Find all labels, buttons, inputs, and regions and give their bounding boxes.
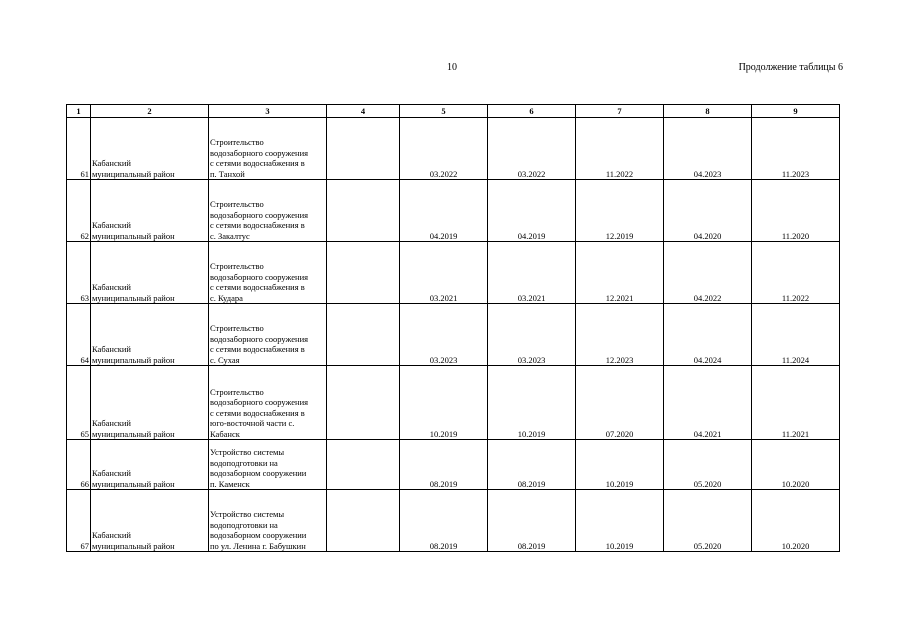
column-header: 2 [91,105,209,118]
date-cell-7: 10.2019 [576,490,664,552]
column-header: 1 [67,105,91,118]
date-cell-9: 11.2022 [752,242,840,304]
column-header: 3 [209,105,327,118]
row-number: 63 [67,242,91,304]
table-continuation-caption: Продолжение таблицы 6 [738,62,843,73]
column-4-cell [327,490,400,552]
project-description-cell: Устройство системы водоподготовки на водозаборном сооружении по ул. Ленина г. Бабушкин [209,490,327,552]
date-cell-8: 04.2022 [664,242,752,304]
district-cell: Кабанский муниципальный район [91,242,209,304]
district-cell: Кабанский муниципальный район [91,440,209,490]
date-cell-7: 10.2019 [576,440,664,490]
column-4-cell [327,304,400,366]
table-row [67,366,840,440]
date-cell-8: 04.2020 [664,180,752,242]
district-cell: Кабанский муниципальный район [91,490,209,552]
date-cell-7: 12.2021 [576,242,664,304]
project-description-cell: Строительство водозаборного сооружения с сетями водоснабжения в с. Сухая [209,304,327,366]
date-cell-8: 05.2020 [664,490,752,552]
row-number: 61 [67,118,91,180]
district-cell: Кабанский муниципальный район [91,304,209,366]
date-cell-8: 04.2024 [664,304,752,366]
date-cell-6: 03.2021 [488,242,576,304]
column-4-cell [327,242,400,304]
date-cell-5: 03.2023 [400,304,488,366]
date-cell-6: 10.2019 [488,366,576,440]
date-cell-5: 08.2019 [400,440,488,490]
date-cell-6: 03.2022 [488,118,576,180]
row-number: 64 [67,304,91,366]
date-cell-6: 08.2019 [488,440,576,490]
date-cell-7: 07.2020 [576,366,664,440]
date-cell-9: 10.2020 [752,490,840,552]
date-cell-9: 11.2020 [752,180,840,242]
table-row [67,304,840,366]
project-description-cell: Устройство системы водоподготовки на водозаборном сооружении п. Каменск [209,440,327,490]
date-cell-6: 04.2019 [488,180,576,242]
column-header: 5 [400,105,488,118]
date-cell-5: 10.2019 [400,366,488,440]
date-cell-8: 04.2021 [664,366,752,440]
date-cell-5: 03.2022 [400,118,488,180]
row-number: 65 [67,366,91,440]
table-header-row [67,105,840,118]
date-cell-9: 10.2020 [752,440,840,490]
district-cell: Кабанский муниципальный район [91,118,209,180]
date-cell-9: 11.2021 [752,366,840,440]
project-description-cell: Строительство водозаборного сооружения с сетями водоснабжения в юго-восточной части с. Кабанск [209,366,327,440]
table-row [67,180,840,242]
district-cell: Кабанский муниципальный район [91,366,209,440]
date-cell-5: 03.2021 [400,242,488,304]
date-cell-6: 08.2019 [488,490,576,552]
schedule-table [66,104,840,552]
row-number: 62 [67,180,91,242]
date-cell-7: 11.2022 [576,118,664,180]
date-cell-7: 12.2023 [576,304,664,366]
row-number: 66 [67,440,91,490]
project-description-cell: Строительство водозаборного сооружения с сетями водоснабжения в с. Закалтус [209,180,327,242]
date-cell-8: 04.2023 [664,118,752,180]
column-4-cell [327,440,400,490]
column-header: 7 [576,105,664,118]
table-row [67,440,840,490]
column-4-cell [327,118,400,180]
column-header: 9 [752,105,840,118]
date-cell-9: 11.2023 [752,118,840,180]
date-cell-5: 04.2019 [400,180,488,242]
row-number: 67 [67,490,91,552]
column-header: 6 [488,105,576,118]
date-cell-8: 05.2020 [664,440,752,490]
project-description-cell: Строительство водозаборного сооружения с сетями водоснабжения в п. Танхой [209,118,327,180]
district-cell: Кабанский муниципальный район [91,180,209,242]
page-number: 10 [447,62,457,73]
date-cell-9: 11.2024 [752,304,840,366]
table-row [67,490,840,552]
date-cell-7: 12.2019 [576,180,664,242]
date-cell-6: 03.2023 [488,304,576,366]
table-row [67,118,840,180]
date-cell-5: 08.2019 [400,490,488,552]
column-header: 8 [664,105,752,118]
column-4-cell [327,366,400,440]
column-4-cell [327,180,400,242]
column-header: 4 [327,105,400,118]
table-row [67,242,840,304]
project-description-cell: Строительство водозаборного сооружения с сетями водоснабжения в с. Кудара [209,242,327,304]
